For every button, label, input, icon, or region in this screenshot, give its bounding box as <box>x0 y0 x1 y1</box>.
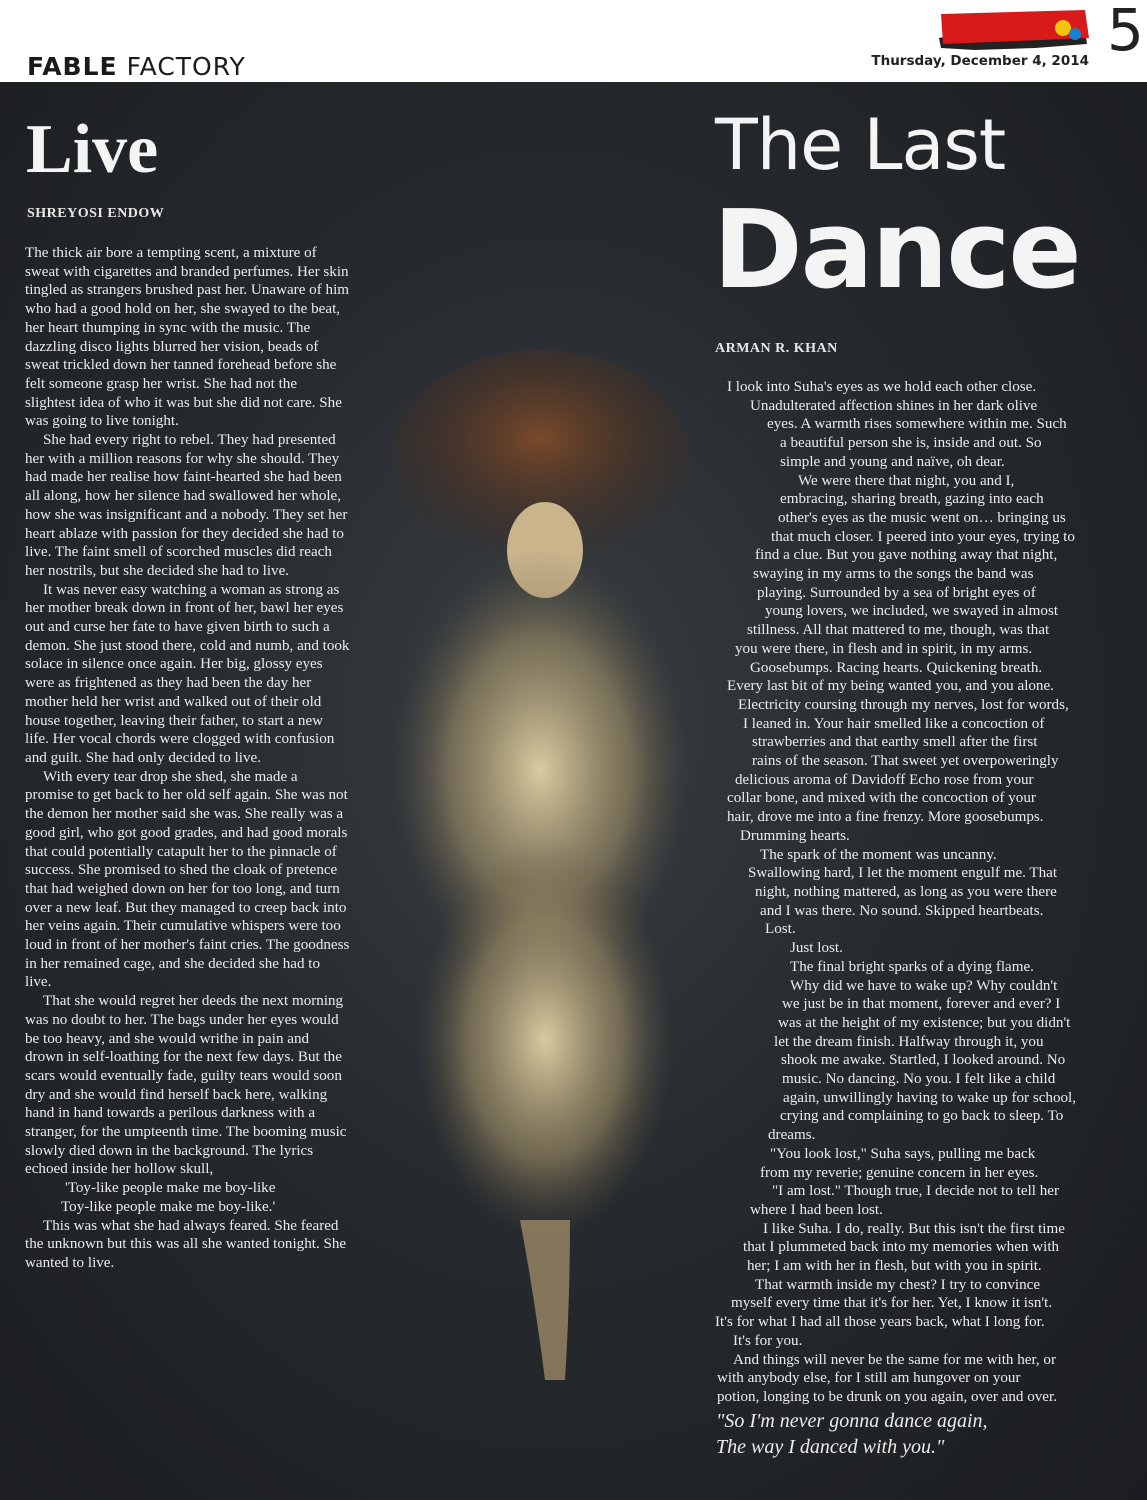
dance-text-line: strawberries and that earthy smell after the first <box>752 734 1038 751</box>
dance-text-line: I look into Suha's eyes as we hold each other close. <box>727 379 1037 395</box>
live-story-body <box>25 244 350 1273</box>
dance-story-body <box>705 378 1125 1407</box>
dance-text-line: stillness. All that mattered to me, though, was that <box>747 622 1050 639</box>
dance-title-line-2: Dance <box>713 188 1080 313</box>
live-title: Live <box>26 111 159 188</box>
dance-text-line: Swallowing hard, I let the moment engulf me. That <box>748 865 1058 882</box>
dancer-dust-illustration <box>330 340 750 1440</box>
dance-text-line: delicious aroma of Davidoff Echo rose from your <box>735 771 1034 788</box>
dance-title-line-1: The Last <box>715 104 1006 186</box>
dance-text-line: It's for you. <box>733 1332 803 1349</box>
dance-byline: ARMAN R. KHAN <box>715 341 838 356</box>
dance-text-line: her; I am with her in flesh, but with you in spirit. <box>747 1258 1042 1275</box>
dance-text-line: let the dream finish. Halfway through it, you <box>774 1033 1044 1050</box>
dance-text-line: potion, longing to be drunk on you again, over and over. <box>717 1388 1057 1405</box>
dance-text-line: shook me awake. Startled, I looked around. No <box>781 1052 1066 1069</box>
dance-text-line: And things will never be the same for me with her, or <box>733 1351 1056 1368</box>
dance-text-line: "I am lost." Though true, I decide not to tell her <box>772 1183 1060 1200</box>
dance-text-line: that much closer. I peered into your eyes, trying to <box>771 528 1075 545</box>
dance-text-line: Lost. <box>765 921 796 938</box>
dance-text-line: that I plummeted back into my memories when with <box>743 1239 1060 1256</box>
section-label-rest: FACTORY <box>126 52 246 81</box>
dance-text-line: It's for what I had all those years back, what I long for. <box>715 1314 1045 1331</box>
dance-text-line: from my reverie; genuine concern in her eyes. <box>760 1164 1039 1181</box>
closing-quote <box>716 1408 988 1460</box>
live-paragraph: She had every right to rebel. They had presented her with a million reasons for why she should. They had made her realise how faint-hearted she had been all along, how her silence had swallowed her whole, how she was insignificant and a nobody. They set her heart ablaze with passion for they decided she had to live. The faint smell of scorched muscles did reach her nostrils, but she decided she had to live. <box>25 432 348 579</box>
dance-text-line: simple and young and naïve, oh dear. <box>780 453 1005 470</box>
page-header <box>0 0 1147 82</box>
section-label-bold: FABLE <box>27 52 118 81</box>
dance-text-line: find a clue. But you gave nothing away that night, <box>755 547 1058 564</box>
dance-text-line: playing. Surrounded by a sea of bright eyes of <box>757 584 1036 601</box>
dance-text-line: Electricity coursing through my nerves, lost for words, <box>738 696 1069 713</box>
dance-text-line: Unadulterated affection shines in her dark olive <box>750 397 1038 414</box>
dance-text-line: other's eyes as the music went on… bringing us <box>778 509 1066 526</box>
dance-text-line: rains of the season. That sweet yet overpoweringly <box>752 753 1059 770</box>
dance-text-line: again, unwillingly having to wake up for school, <box>783 1089 1077 1106</box>
dance-text-line: That warmth inside my chest? I try to convince <box>755 1276 1041 1293</box>
dance-text-line: Just lost. <box>790 940 843 957</box>
dance-text-line: Goosebumps. Racing hearts. Quickening breath. <box>750 659 1043 676</box>
dance-text-line: music. No dancing. No you. I felt like a child <box>782 1071 1056 1088</box>
page-number: 5 <box>1107 0 1144 64</box>
shout-logo <box>935 8 1095 52</box>
dance-text-line: The final bright sparks of a dying flame. <box>790 958 1034 975</box>
issue-date: Thursday, December 4, 2014 <box>871 53 1089 69</box>
dance-text-line: where I had been lost. <box>750 1201 883 1218</box>
live-byline: SHREYOSI ENDOW <box>27 206 165 221</box>
live-paragraph: The thick air bore a tempting scent, a mixture of sweat with cigarettes and branded perfumes. Her skin tingled as strangers brushed past her. Unaware of him who had a good hold on her, she swayed to the beat, her heart thumping in sync with the music. The dazzling disco lights blurred her vision, beads of sweat trickled down her tanned forehead before she felt someone grasp her wrist. She had not the slightest idea of who it was but she did not care. She was going to live tonight. <box>25 245 350 430</box>
dance-text-line: Every last bit of my being wanted you, and you alone. <box>727 678 1054 695</box>
closing-quote-line: The way I danced with you." <box>716 1436 945 1458</box>
dance-text-line: I like Suha. I do, really. But this isn't the first time <box>763 1220 1065 1237</box>
dance-text-line: you were there, in flesh and in spirit, in my arms. <box>735 640 1033 657</box>
dance-text-line: collar bone, and mixed with the concoction of your <box>727 790 1036 807</box>
dance-text-line: night, nothing mattered, as long as you were there <box>755 883 1057 900</box>
dance-text-line: embracing, sharing breath, gazing into each <box>780 491 1044 508</box>
dance-text-line: was at the height of my existence; but you didn't <box>778 1014 1071 1031</box>
live-paragraph: That she would regret her deeds the next morning was no doubt to her. The bags under her eyes would be too heavy, and she would writhe in pain and drown in self-loathing for the next few days. But the scars would eventually fade, guilty tears would soon dry and she would find herself back here, walking hand in hand towards a perilous darkness with a stranger, for the umpteenth time. The booming music slowly died down in the background. The lyrics echoed inside her hollow skull, <box>25 993 347 1178</box>
live-paragraph: This was what she had always feared. She feared the unknown but this was all she wanted tonight. She wanted to live. <box>25 1217 347 1271</box>
dance-text-line: and I was there. No sound. Skipped heartbeats. <box>760 902 1044 919</box>
live-lyric-line: Toy-like people make me boy-like.' <box>61 1198 276 1215</box>
closing-quote-line: "So I'm never gonna dance again, <box>716 1410 988 1432</box>
dance-text-line: young lovers, we included, we swayed in almost <box>765 603 1059 620</box>
dance-text-line: The spark of the moment was uncanny. <box>760 846 997 863</box>
live-paragraph: With every tear drop she shed, she made a promise to get back to her old self again. She was not the demon her mother said she was. She really was a good girl, who got good grades, and had good morals that could potentially catapult her to the pinnacle of success. She promised to shed the cloak of pretence that had weighed down on her for too long, and turn over a new leaf. But they managed to creep back into her veins again. Their cumulative whispers were too loud in front of her mother's faint cries. The goodness in her remained cage, and she decided she had to live. <box>25 768 350 991</box>
dance-text-line: Why did we have to wake up? Why couldn't <box>790 977 1058 994</box>
section-label <box>27 52 246 81</box>
dance-text-line: a beautiful person she is, inside and out. So <box>780 435 1042 452</box>
dance-text-line: "You look lost," Suha says, pulling me back <box>770 1145 1036 1162</box>
dance-text-line: myself every time that it's for her. Yet, I know it isn't. <box>731 1295 1053 1312</box>
dance-text-line: swaying in my arms to the songs the band was <box>753 566 1034 583</box>
live-lyric-line: 'Toy-like people make me boy-like <box>65 1180 276 1197</box>
dance-text-line: hair, drove me into a fine frenzy. More goosebumps. <box>727 809 1044 826</box>
dance-text-line: we just be in that moment, forever and ever? I <box>782 996 1061 1013</box>
dance-text-line: crying and complaining to go back to sleep. To <box>780 1108 1064 1125</box>
dance-text-line: We were there that night, you and I, <box>798 472 1015 489</box>
dance-text-line: dreams. <box>768 1127 816 1144</box>
dance-text-line: Drumming hearts. <box>740 827 850 844</box>
dance-text-line: eyes. A warmth rises somewhere within me. Such <box>767 416 1067 433</box>
dance-text-line: I leaned in. Your hair smelled like a concoction of <box>743 715 1045 732</box>
live-paragraph: It was never easy watching a woman as strong as her mother break down in front of her, bawl her eyes out and curse her fate to have given birth to such a demon. She just stood there, cold and numb, and took solace in silence once again. Her big, glossy eyes were as frightened as they had been the day her mother held her wrist and walked out of their old house together, leaving their father, to start a new life. Her vocal chords were clogged with confusion and guilt. She had only decided to live. <box>25 581 350 766</box>
dance-text-line: with anybody else, for I still am hungover on your <box>717 1370 1021 1387</box>
